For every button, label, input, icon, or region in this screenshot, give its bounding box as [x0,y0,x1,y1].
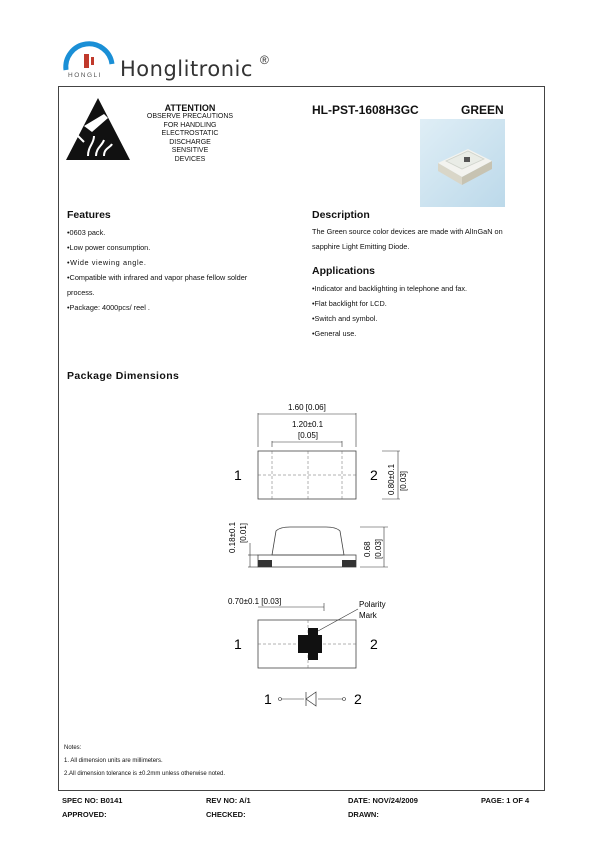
dim-total: 0.68 [363,541,372,557]
reg-mark: ® [260,53,269,67]
list-item: •General use. [312,329,357,338]
attention-title: ATTENTION [164,103,216,113]
description-heading: Description [312,209,370,221]
package-heading: Package Dimensions [67,370,180,382]
polarity-mark-icon [298,628,322,660]
attention-line: DEVICES [174,155,206,163]
bottom-view [228,597,386,668]
dim-lead-in: [0.01] [239,522,248,543]
pin1-label: 1 [234,636,242,652]
list-item: •Compatible with infrared and vapor phase fellow solder [67,273,248,282]
esd-warning-icon [64,96,132,162]
notes-block [64,745,225,777]
side-view [228,521,388,567]
dim-pad: 0.70±0.1 [0.03] [228,597,282,606]
note-item: 2.All dimension tolerance is ±0.2mm unless otherwise noted. [64,771,226,777]
list-item: •Low power consumption. [67,243,151,252]
polarity-label: Polarity [359,600,386,609]
top-view [234,403,408,499]
description-line: sapphire Light Emitting Diode. [312,242,410,251]
pin1-label: 1 [264,691,272,707]
list-item: •Indicator and backlighting in telephone and fax. [312,284,468,293]
attention-line: ELECTROSTATIC [161,130,219,138]
list-item: •Package: 4000pcs/ reel . [67,303,150,312]
list-item: •Wide viewing angle. [67,258,147,267]
applications-heading: Applications [312,265,376,277]
led-image-icon [420,119,505,207]
attention-line: SENSITIVE [171,147,209,155]
footer-checked: CHECKED: [206,810,246,819]
pin2-label: 2 [370,636,378,652]
list-item: •0603 pack. [67,228,106,237]
list-item: •Flat backlight for LCD. [312,299,387,308]
part-number: HL-PST-1608H3GC [312,103,419,117]
note-item: 1. All dimension units are millimeters. [64,758,163,764]
features-list [67,225,297,315]
footer-rev-no: REV NO: A/1 [206,796,251,805]
pin1-label: 1 [234,467,242,483]
description-text [312,224,537,254]
brand-logo [62,40,292,84]
attention-line: DISCHARGE [169,138,211,146]
logo-small-text: HONGLI [68,72,102,79]
footer-spec-no: SPEC NO: B0141 [62,796,123,805]
part-color: GREEN [461,103,504,117]
diode-symbol [264,691,362,707]
dim-width: 1.60 [0.06] [288,403,326,412]
led-photo [420,119,505,207]
applications-list [312,281,537,341]
dim-total-in: [0.03] [374,538,383,559]
dim-height: 0.80±0.1 [387,463,396,495]
pin2-label: 2 [354,691,362,707]
package-drawing [220,395,420,715]
dim-inner-in: [0.05] [298,431,319,440]
description-line: The Green source color devices are made with AlInGaN on [312,227,503,236]
dim-inner: 1.20±0.1 [292,420,324,429]
polarity-label-2: Mark [359,611,377,620]
attention-line: FOR HANDLING [163,121,217,129]
footer-page: PAGE: 1 OF 4 [481,796,530,805]
attention-line: OBSERVE PRECAUTIONS [146,113,234,120]
list-item: •Switch and symbol. [312,314,378,323]
notes-title: Notes: [64,745,82,751]
attention-block [140,103,240,165]
footer-approved: APPROVED: [62,810,107,819]
list-item: process. [67,288,95,297]
brand-name: Honglitronic [120,57,253,81]
footer-drawn: DRAWN: [348,810,379,819]
footer-date: DATE: NOV/24/2009 [348,796,418,805]
dim-lead: 0.18±0.1 [228,521,237,553]
pin2-label: 2 [370,467,378,483]
dim-height-in: [0.03] [399,470,408,491]
features-heading: Features [67,209,111,221]
